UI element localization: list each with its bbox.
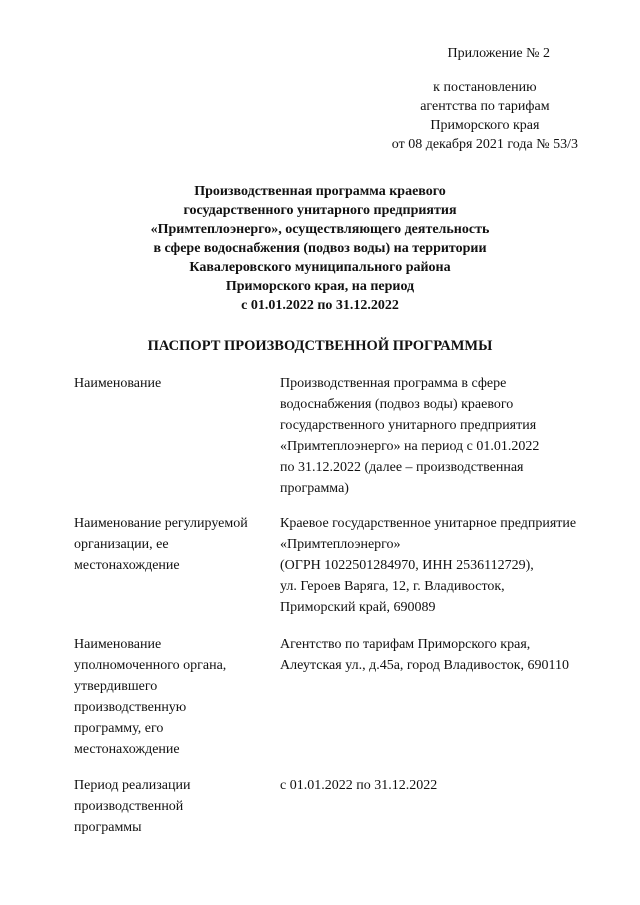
value-line: водоснабжения (подвоз воды) краевого [280, 397, 514, 412]
label-line: программы [74, 820, 142, 835]
row-label [74, 373, 259, 394]
value-line: программа) [280, 481, 349, 496]
value-line: «Примтеплоэнерго» [280, 537, 401, 552]
label-line: организации, ее [74, 537, 169, 552]
value-line: Производственная программа в сфере [280, 376, 507, 391]
value-line: «Примтеплоэнерго» на период с 01.01.2022 [280, 439, 540, 454]
approval-reference [392, 78, 578, 154]
title-line: государственного унитарного предприятия [183, 203, 457, 218]
label-line: производственную [74, 700, 187, 715]
row-value [280, 373, 604, 499]
row-label [74, 634, 259, 760]
row-value [280, 775, 604, 796]
row-label [74, 513, 259, 576]
title-line: в сфере водоснабжения (подвоз воды) на территории [153, 241, 487, 256]
label-line: уполномоченного органа, [74, 658, 227, 673]
value-line: Краевое государственное унитарное предприятие [280, 516, 577, 531]
label-line: производственной [74, 799, 184, 814]
approval-line: к постановлению [433, 80, 537, 95]
approval-line: агентства по тарифам [420, 99, 550, 114]
title-line: «Примтеплоэнерго», осуществляющего деятельность [150, 222, 490, 237]
value-line: Алеутская ул., д.45а, город Владивосток, 690110 [280, 658, 569, 673]
label-line: местонахождение [74, 558, 180, 573]
approval-line: Приморского края [430, 118, 540, 133]
label-line: местонахождение [74, 742, 180, 757]
label-line: Период реализации [74, 778, 191, 793]
title-line: Приморского края, на период [225, 279, 415, 294]
row-value [280, 634, 604, 676]
value-line: по 31.12.2022 (далее – производственная [280, 460, 524, 475]
title-line: с 01.01.2022 по 31.12.2022 [241, 298, 399, 313]
label-line: утвердившего [74, 679, 158, 694]
appendix-label: Приложение № 2 [447, 46, 550, 61]
label-line: Наименование [74, 637, 162, 652]
value-line: Агентство по тарифам Приморского края, [280, 637, 531, 652]
row-value [280, 513, 604, 618]
title-line: Производственная программа краевого [194, 184, 446, 199]
passport-heading: ПАСПОРТ ПРОИЗВОДСТВЕННОЙ ПРОГРАММЫ [147, 338, 493, 354]
approval-line: от 08 декабря 2021 года № 53/3 [391, 137, 578, 152]
document-title [140, 182, 500, 315]
label-line: Наименование [74, 376, 162, 391]
value-line: ул. Героев Варяга, 12, г. Владивосток, [280, 579, 505, 594]
row-label [74, 775, 259, 838]
value-line: Приморский край, 690089 [280, 600, 436, 615]
value-line: с 01.01.2022 по 31.12.2022 [280, 778, 438, 793]
value-line: государственного унитарного предприятия [280, 418, 537, 433]
label-line: программу, его [74, 721, 164, 736]
label-line: Наименование регулируемой [74, 516, 248, 531]
title-line: Кавалеровского муниципального района [189, 260, 451, 275]
value-line: (ОГРН 1022501284970, ИНН 2536112729), [280, 558, 534, 573]
